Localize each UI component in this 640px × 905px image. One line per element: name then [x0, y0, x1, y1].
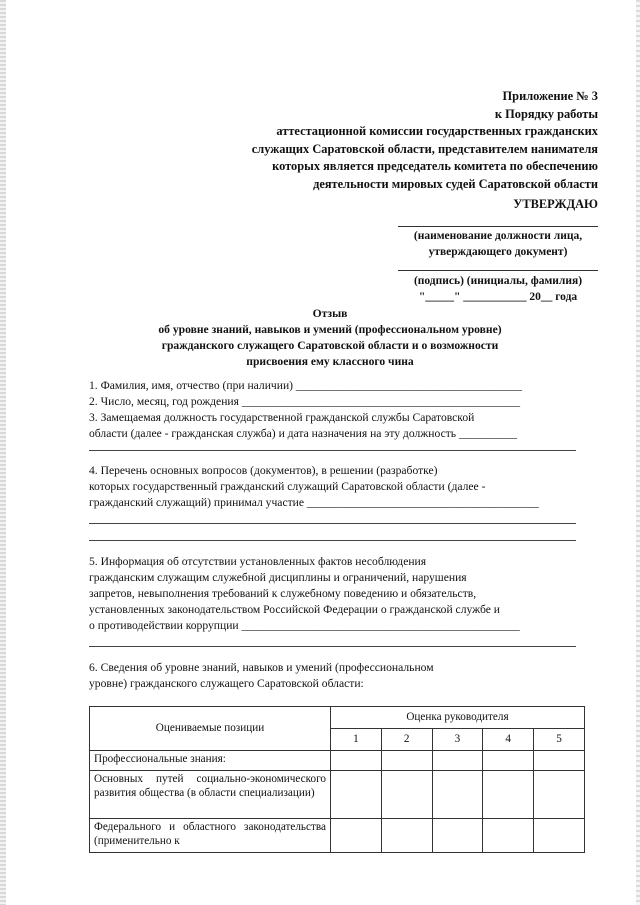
empty-cell	[534, 819, 585, 853]
item-5-line-3: запретов, невыполнения требований к служебному поведению и обязательств,	[89, 587, 477, 600]
score-cell: 4	[483, 729, 534, 751]
empty-cell	[381, 819, 432, 853]
empty-cell	[331, 751, 382, 771]
col-positions-header: Оцениваемые позиции	[90, 707, 331, 751]
score-cell: 5	[534, 729, 585, 751]
title-line: об уровне знаний, навыков и умений (профессиональном уровне)	[158, 323, 502, 336]
title-line: присвоения ему классного чина	[246, 355, 414, 368]
item-6-line-1: 6. Сведения об уровне знаний, навыков и умений (профессиональном	[89, 661, 434, 674]
item-5-line-2: гражданским служащим служебной дисциплины и ограничений, нарушения	[89, 571, 467, 584]
item-1-full-name: 1. Фамилия, имя, отчество (при наличии) _______________________________________	[89, 379, 522, 392]
blank-line	[89, 523, 576, 524]
blank-line	[89, 450, 576, 451]
row-label-development: Основных путей социально-экономического развития общества (в области специализации)	[90, 771, 331, 819]
document-title	[90, 306, 570, 370]
item-5-line-1: 5. Информация об отсутствии установленных фактов несоблюдения	[89, 555, 427, 568]
empty-cell	[381, 751, 432, 771]
approval-label: УТВЕРЖДАЮ	[513, 197, 598, 211]
row-label-legislation: Федерального и областного законодательства (применительно к	[90, 819, 331, 853]
score-cell: 3	[432, 729, 483, 751]
header-line: к Порядку работы	[494, 106, 598, 121]
item-3-line-1: 3. Замещаемая должность государственной гражданской службы Саратовской	[89, 411, 475, 424]
empty-cell	[432, 751, 483, 771]
table-row	[90, 819, 585, 853]
empty-cell	[534, 771, 585, 819]
header-line: аттестационной комиссии государственных гражданских	[276, 124, 598, 138]
scan-edge-left	[0, 0, 6, 905]
empty-cell	[331, 819, 382, 853]
scan-edge-right	[636, 0, 640, 905]
col-rating-header: Оценка руководителя	[331, 707, 585, 729]
title-line: Отзыв	[312, 307, 348, 320]
table-row	[90, 771, 585, 819]
score-cell: 1	[331, 729, 382, 751]
header-line: Приложение № 3	[502, 89, 598, 103]
blank-line	[89, 646, 576, 647]
blank-line	[89, 540, 576, 541]
item-4-line-1: 4. Перечень основных вопросов (документов), в решении (разработке)	[89, 464, 438, 477]
date-line: "_____" ___________ 20__ года	[418, 291, 578, 303]
signature-line	[398, 270, 598, 271]
table-header-row	[90, 707, 585, 729]
item-2-birth-date: 2. Число, месяц, год рождения ________________________________________________	[89, 395, 521, 408]
header-line: деятельности мировых судей Саратовской области	[313, 176, 598, 191]
appendix-header	[252, 88, 598, 193]
empty-cell	[331, 771, 382, 819]
header-line: служащих Саратовской области, представителем нанимателя	[251, 141, 598, 156]
position-caption-1: (наименование должности лица,	[413, 230, 583, 242]
header-line: которых является председатель комитета по обеспечению	[272, 159, 598, 173]
empty-cell	[381, 771, 432, 819]
position-line	[398, 226, 598, 227]
empty-cell	[534, 751, 585, 771]
empty-cell	[483, 771, 534, 819]
empty-cell	[432, 771, 483, 819]
item-3-line-2: области (далее - гражданская служба) и дата назначения на эту должность __________	[89, 427, 517, 440]
empty-cell	[483, 819, 534, 853]
evaluation-table	[89, 706, 585, 853]
position-caption-2: утверждающего документ)	[428, 246, 568, 258]
empty-cell	[432, 819, 483, 853]
score-cell: 2	[381, 729, 432, 751]
signature-caption: (подпись) (инициалы, фамилия)	[413, 275, 583, 287]
item-5-line-4: установленных законодательством Российской Федерации о гражданской службе и	[89, 603, 500, 616]
row-label-professional: Профессиональные знания:	[90, 751, 331, 771]
item-4-line-3: гражданский служащий) принимал участие ________________________________________	[89, 496, 539, 509]
title-line: гражданского служащего Саратовской области и о возможности	[161, 339, 499, 352]
item-6-line-2: уровне) гражданского служащего Саратовской области:	[89, 677, 364, 690]
item-5-line-5: о противодействии коррупции ________________________________________________	[89, 619, 520, 632]
item-4-line-2: которых государственный гражданский служащий Саратовской области (далее -	[89, 480, 486, 493]
empty-cell	[483, 751, 534, 771]
table-row	[90, 751, 585, 771]
